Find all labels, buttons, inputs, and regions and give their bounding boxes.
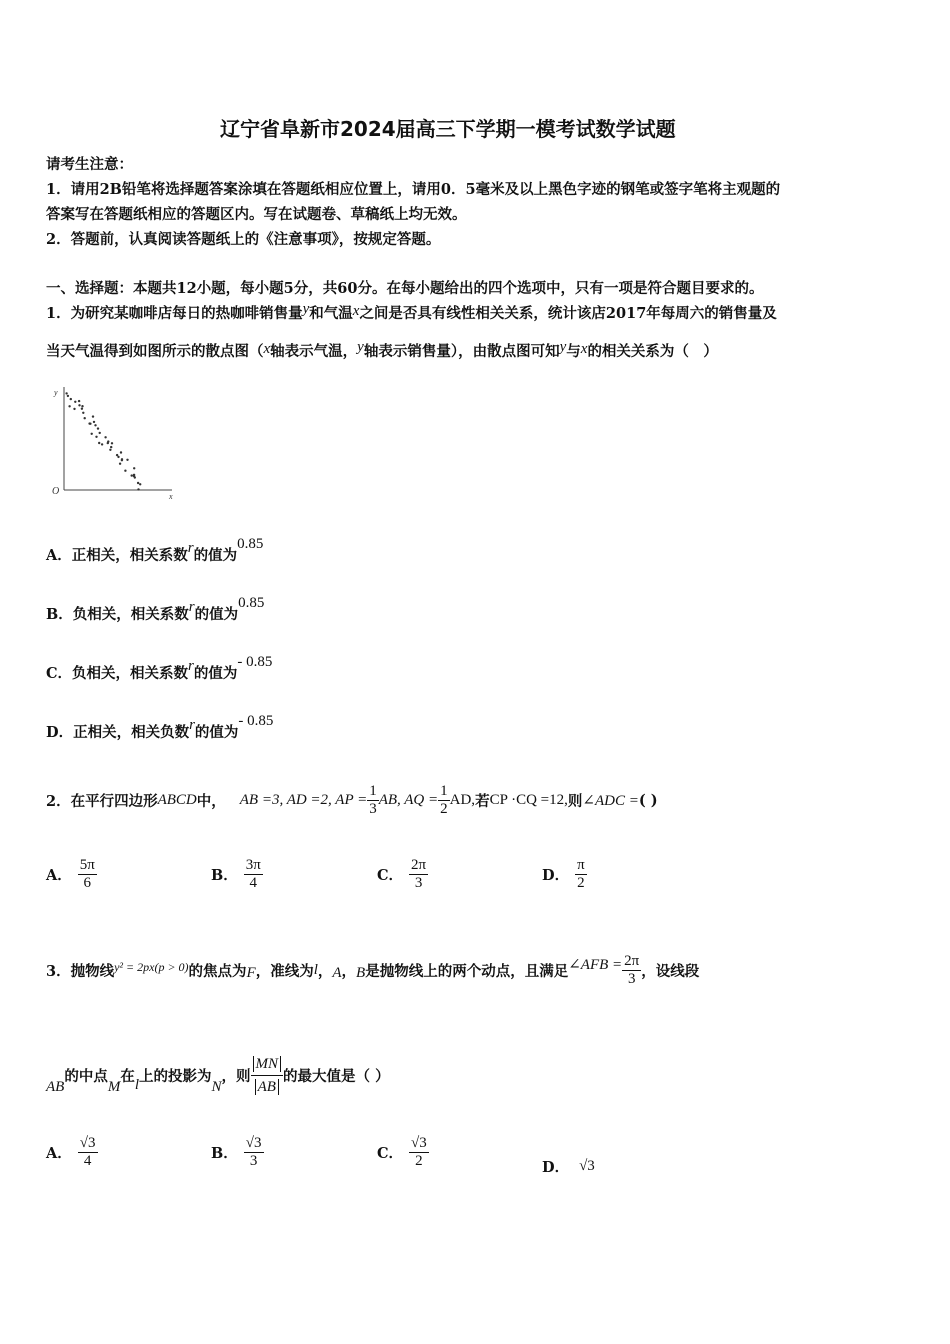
q3-angle-frac: $\frac{2\pi}{3}$: [624, 952, 640, 987]
option-value: √3: [579, 1158, 595, 1174]
option-label: D．: [542, 867, 570, 884]
option-value: 0.85: [237, 536, 264, 552]
scatter-point: [104, 436, 106, 438]
scatter-point: [137, 482, 139, 484]
q1-option-c[interactable]: [46, 654, 273, 683]
option-label: A．: [46, 1145, 72, 1162]
q3-option-a[interactable]: [46, 1135, 98, 1170]
q2-cond3: AD,: [449, 791, 476, 808]
option-label: C．: [377, 867, 404, 884]
q2-option-a[interactable]: [46, 857, 97, 892]
option-var: r: [189, 717, 195, 733]
scatter-point: [82, 412, 84, 414]
q1-option-d[interactable]: [46, 713, 274, 742]
q2-text: 中，: [196, 792, 226, 810]
scatter-point: [99, 432, 101, 434]
option-value: - 0.85: [237, 654, 273, 670]
scatter-point: [74, 401, 76, 403]
plot-origin: O: [52, 486, 60, 497]
option-text: 正相关，相关负数: [73, 724, 190, 741]
option-text: 正相关，相关系数: [71, 547, 188, 564]
scatter-point: [133, 474, 135, 476]
q3-text: 的焦点为: [188, 962, 247, 980]
option-label: B．: [211, 867, 238, 884]
q1-var-y: y: [357, 339, 364, 355]
option-frac: $\frac{2\pi}{3}$: [411, 857, 427, 891]
option-label: C．: [377, 1145, 404, 1162]
q2-cond2: AB, AQ =: [378, 791, 439, 808]
q1-text: 1．为研究某咖啡店每日的热咖啡销售量: [46, 305, 303, 322]
plot-y-label: y: [54, 388, 58, 397]
option-frac: $\frac{√3}{4}$: [79, 1135, 96, 1169]
q1-line1: [46, 302, 777, 323]
q3-option-c[interactable]: [377, 1135, 429, 1170]
q2-stem: [46, 775, 658, 825]
option-frac: $\frac{\pi}{2}$: [577, 857, 585, 891]
option-text: 负相关，相关系数: [72, 665, 189, 682]
scatter-point: [97, 427, 99, 429]
option-label: D．: [46, 724, 74, 741]
q3-directrix-l: l: [313, 961, 318, 978]
scatter-point: [68, 405, 70, 407]
q3-point-B: B: [356, 964, 366, 981]
scatter-point: [126, 459, 128, 461]
q2-text: 则: [567, 792, 583, 810]
scatter-point: [107, 442, 109, 444]
q1-var-x: x: [263, 341, 271, 357]
q3-focus-F: F: [246, 964, 256, 981]
scatter-point: [121, 458, 123, 460]
option-value: 0.85: [238, 595, 265, 611]
scatter-point: [89, 423, 91, 425]
q2-paren: ( ): [638, 791, 658, 809]
scatter-point: [84, 417, 86, 419]
option-label: B．: [211, 1145, 238, 1162]
scatter-point: [109, 449, 111, 451]
scatter-point: [131, 474, 133, 476]
option-label: C．: [46, 665, 73, 682]
scatter-point: [93, 421, 95, 423]
scatter-point: [94, 424, 96, 426]
q3-option-b[interactable]: [211, 1135, 264, 1170]
option-label: B．: [46, 606, 73, 623]
option-frac: $\frac{√3}{3}$: [245, 1135, 262, 1169]
scatter-point: [134, 476, 136, 478]
q2-frac-1-3: $\frac{1}{3}$: [369, 782, 377, 817]
option-var: r: [188, 658, 194, 674]
option-text: 的值为: [194, 724, 239, 741]
q1-text: 之间是否具有线性相关关系，统计该店2017年每周六的销售量及: [359, 305, 777, 322]
scatter-point: [81, 405, 83, 407]
scatter-point: [98, 442, 100, 444]
option-label: A．: [46, 547, 72, 564]
q1-text: 的相关关系为（ ）: [587, 343, 718, 360]
scatter-point: [110, 446, 112, 448]
q1-option-a[interactable]: [46, 536, 264, 565]
q3-midpoint-M: M: [107, 1078, 121, 1095]
q2-option-c[interactable]: [377, 857, 428, 892]
notice-item1-line2: 答案写在答题纸相应的答题区内。写在试题卷、草稿纸上均无效。: [46, 206, 467, 223]
q3-line-l: l: [134, 1076, 139, 1093]
option-var: r: [188, 599, 195, 615]
scatter-point: [117, 456, 119, 458]
section-heading: 一、选择题：本题共12小题，每小题5分，共60分。在每小题给出的四个选项中，只有一项是符合题目要求的。: [46, 280, 764, 297]
scatter-point: [133, 467, 135, 469]
q1-text: 和气温: [309, 305, 353, 322]
q2-abcd: ABCD: [157, 791, 197, 808]
q3-text: ，: [317, 962, 333, 980]
q2-text: 2．在平行四边形: [46, 792, 158, 810]
option-label: A．: [46, 867, 72, 884]
q3-projection-N: N: [211, 1078, 222, 1095]
q1-text: 轴表示气温，: [270, 343, 358, 360]
scatter-point: [65, 392, 67, 394]
q2-text: 若: [475, 792, 490, 810]
option-var: r: [187, 540, 194, 556]
option-frac: $\frac{√3}{2}$: [411, 1135, 427, 1169]
q2-option-b[interactable]: [211, 857, 263, 892]
scatter-point: [111, 442, 113, 444]
q3-equation: y² = 2px(p > 0): [114, 959, 189, 974]
q1-var-y: y: [559, 339, 567, 355]
q3-point-A: A: [332, 964, 342, 981]
scatter-plot: [48, 383, 178, 503]
q2-option-d[interactable]: [542, 857, 587, 892]
scatter-point: [95, 436, 97, 438]
scatter-points: [65, 392, 141, 490]
q1-var-y: y: [302, 301, 310, 317]
q1-text: 当天气温得到如图所示的散点图（: [46, 343, 264, 360]
q3-text: ，设线段: [641, 962, 700, 980]
option-value: - 0.85: [238, 713, 274, 729]
scatter-point: [139, 483, 141, 485]
q1-var-x: x: [352, 303, 360, 319]
notice-item1-line1: 1．请用2B铅笔将选择题答案涂填在答题纸相应位置上，请用0．5毫米及以上黑色字迹的钢笔或签字笔将主观题的: [46, 181, 781, 198]
q1-line2: [46, 340, 718, 361]
scatter-point: [78, 400, 80, 402]
q3-stem-line2: [46, 1045, 390, 1105]
q3-stem-line1: [46, 945, 699, 995]
q3-text: 是抛物线上的两个动点，且满足: [365, 962, 569, 980]
option-text: 的值为: [193, 547, 238, 564]
q3-text: 在: [120, 1067, 135, 1085]
q3-ratio-frac: $\frac{MN}{AB}$: [251, 1053, 284, 1098]
q2-dot-product: CP ·CQ =12,: [489, 791, 568, 808]
q3-angle: ∠AFB =: [568, 956, 623, 973]
q3-text: 3．抛物线: [46, 962, 115, 980]
q2-cond1: AB =3, AD =2, AP =: [239, 791, 368, 808]
q3-text: ，则: [221, 1067, 251, 1085]
q3-option-d[interactable]: [542, 1156, 595, 1177]
q2-frac-1-2: $\frac{1}{2}$: [440, 782, 448, 817]
scatter-point: [124, 470, 126, 472]
scatter-point: [101, 443, 103, 445]
q3-segment-AB: AB: [46, 1078, 65, 1095]
q3-text: ，准线为: [255, 962, 314, 980]
scatter-point: [92, 415, 94, 417]
plot-x-label: x: [169, 492, 173, 501]
option-label: D．: [542, 1159, 570, 1176]
q1-option-b[interactable]: [46, 595, 265, 624]
q1-text: 轴表示销售量），由散点图可知: [363, 343, 560, 360]
option-frac: $\frac{3\pi}{4}$: [245, 857, 261, 891]
option-text: 负相关，相关系数: [72, 606, 189, 623]
q2-angle: ∠ADC =: [582, 792, 639, 809]
scatter-point: [78, 404, 80, 406]
scatter-point: [81, 408, 83, 410]
notice-item2: 2．答题前，认真阅读答题纸上的《注意事项》，按规定答题。: [46, 231, 441, 248]
scatter-point: [70, 398, 72, 400]
q1-text: 与: [566, 343, 581, 360]
notice-heading: 请考生注意：: [46, 156, 133, 173]
option-text: 的值为: [193, 665, 238, 682]
q3-text: 的中点: [64, 1067, 108, 1085]
scatter-point: [120, 451, 122, 453]
q3-text: 上的投影为: [139, 1067, 212, 1085]
q3-text: ，: [341, 962, 357, 980]
scatter-point: [73, 408, 75, 410]
scatter-point: [67, 395, 69, 397]
scatter-point: [119, 463, 121, 465]
page-title: 辽宁省阜新市2024届高三下学期一模考试数学试题: [220, 117, 676, 141]
q3-text: 的最大值是（ ）: [283, 1067, 390, 1085]
scatter-point: [137, 488, 139, 490]
scatter-point: [91, 433, 93, 435]
option-frac: $\frac{5\pi}{6}$: [79, 857, 95, 891]
option-text: 的值为: [194, 606, 239, 623]
q1-var-x: x: [580, 341, 588, 357]
